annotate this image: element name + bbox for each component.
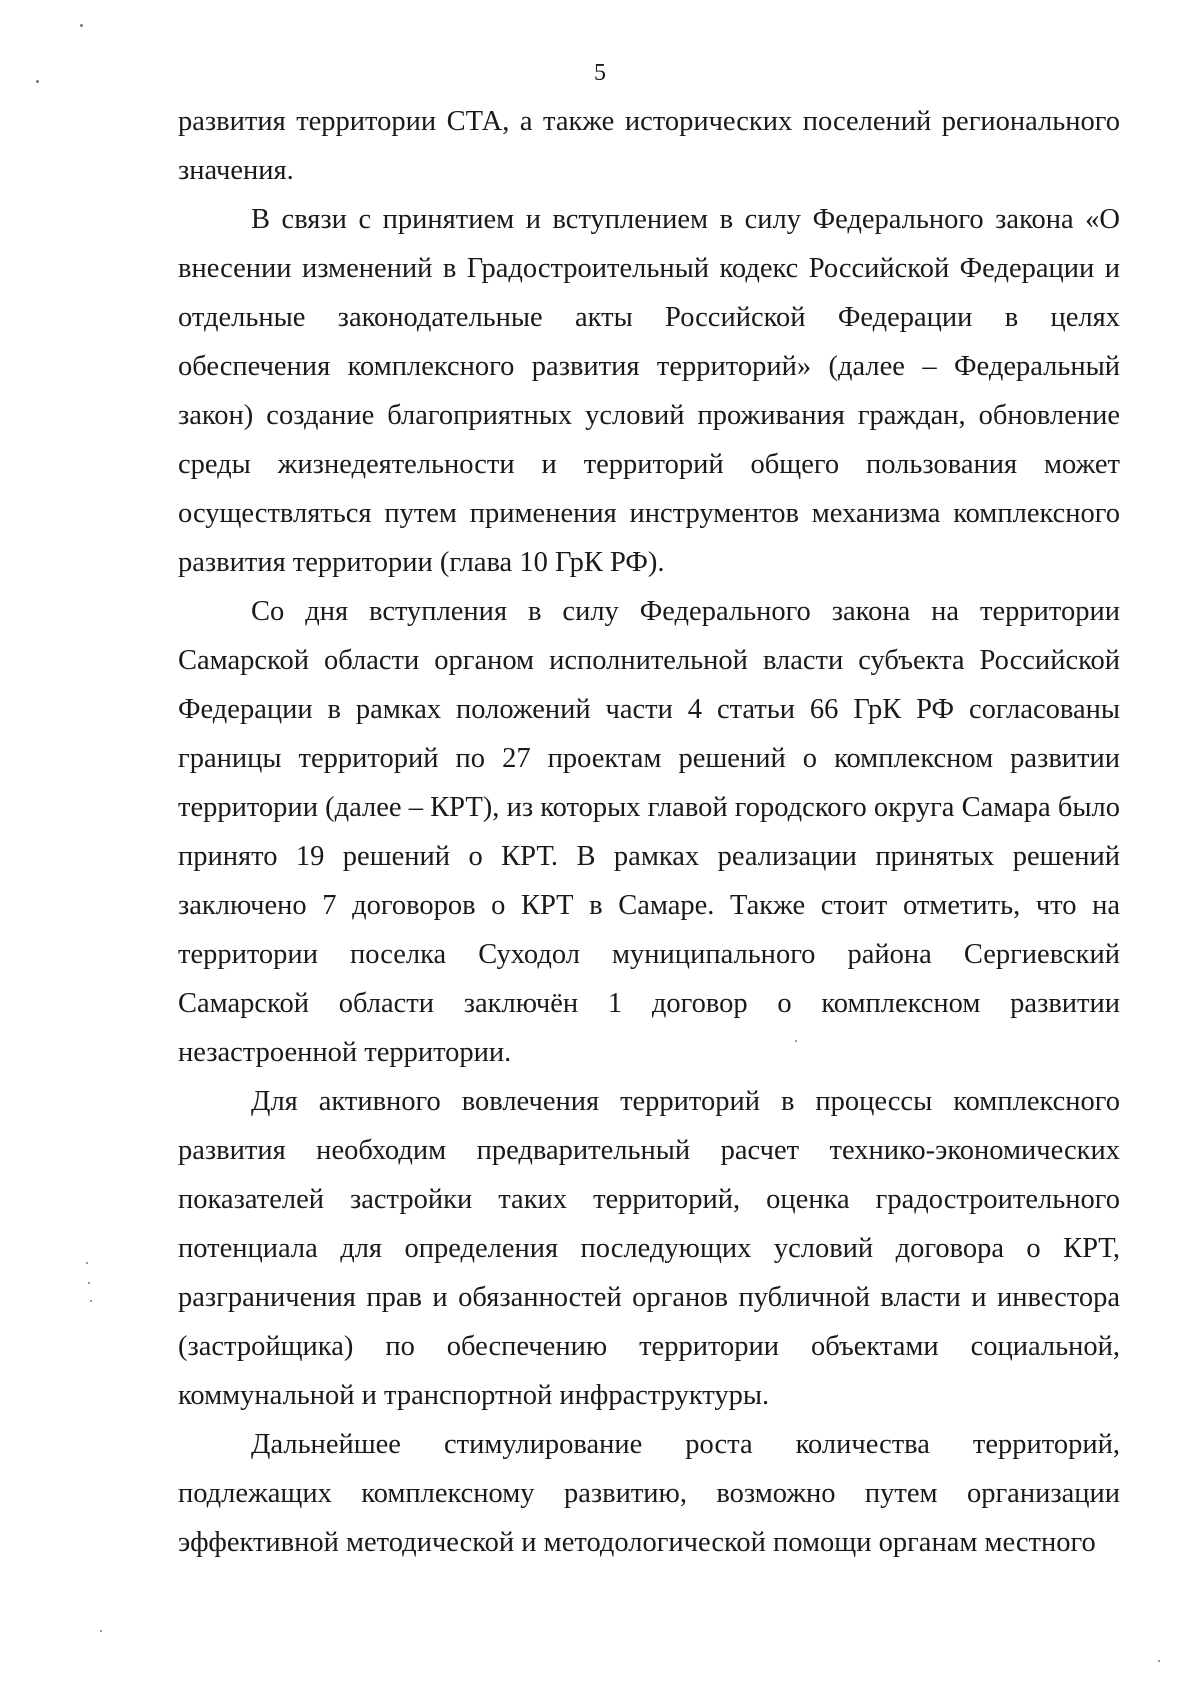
scan-speck	[80, 24, 83, 27]
paragraph-territory-involvement: Для активного вовлечения территорий в процессы комплексного развития необходим предварительный расчет технико-экономических показателей застройки таких территорий, оценка градостроительного потенциала для определения последующих условий договора о КРТ, разграничения прав и обязанностей органов публичной власти и инвестора (застройщика) по обеспечению территории объектами социальной, коммунальной и транспортной инфраструктуры.	[178, 1086, 1120, 1411]
scan-speck	[1158, 1660, 1160, 1662]
scan-speck	[90, 1300, 92, 1302]
scan-speck	[100, 1630, 102, 1632]
scan-speck	[36, 80, 39, 83]
paragraph-federal-law: В связи с принятием и вступлением в силу Федерального закона «О внесении изменений в Градостроительный кодекс Российской Федерации и отдельные законодательные акты Российской Федерации в целях обеспечения комплексного развития территорий» (далее – Федеральный закон) создание благоприятных условий проживания граждан, обновление среды жизнедеятельности и территорий общего пользования может осуществляться путем применения инструментов механизма комплексного развития территории (глава 10 ГрК РФ).	[178, 204, 1120, 578]
paragraph-stimulation: Дальнейшее стимулирование роста количества территорий, подлежащих комплексному развитию, возможно путем организации эффективной методической и методологической помощи органам местного	[178, 1429, 1120, 1558]
scan-speck	[88, 1282, 90, 1284]
document-body	[178, 97, 1120, 1567]
paragraph-samara-krt: Со дня вступления в силу Федерального закона на территории Самарской области органом исполнительной власти субъекта Российской Федерации в рамках положений части 4 статьи 66 ГрК РФ согласованы границы территорий по 27 проектам решений о комплексном развитии территории (далее – КРТ), из которых главой городского округа Самара было принято 19 решений о КРТ. В рамках реализации принятых решений заключено 7 договоров о КРТ в Самаре. Также стоит отметить, что на территории поселка Суходол муниципального района Сергиевский Самарской области заключён 1 договор о комплексном развитии незастроенной территории.	[178, 596, 1120, 1068]
page-number: 5	[594, 60, 606, 86]
scan-speck	[86, 1262, 88, 1264]
scan-speck	[795, 1040, 797, 1042]
paragraph-continuation: развития территории СТА, а также исторических поселений регионального значения.	[178, 106, 1120, 186]
